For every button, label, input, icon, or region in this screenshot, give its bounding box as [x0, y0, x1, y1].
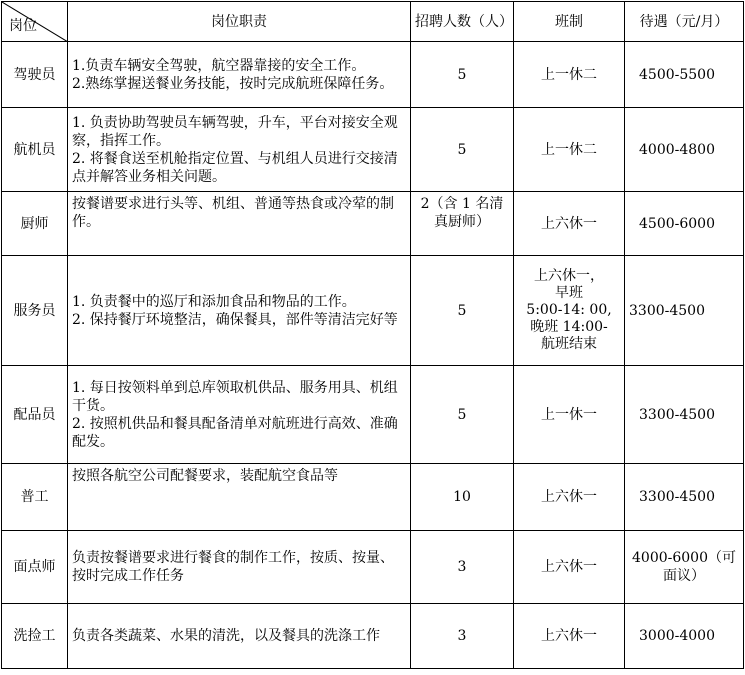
- table-row: [2, 366, 744, 464]
- position-cell: 航机员: [2, 108, 68, 192]
- shift-cell: 上一休一: [514, 366, 625, 464]
- duties-cell: 1.负责车辆安全驾驶，航空器靠接的安全工作。 2.熟练掌握送餐业务技能，按时完成航班保障任务。: [68, 42, 411, 108]
- count-cell: 5: [411, 42, 514, 108]
- pay-cell: 3300-4500: [625, 256, 744, 366]
- recruitment-table: [1, 1, 744, 669]
- count-cell: 3: [411, 531, 514, 604]
- duties-cell: 按照各航空公司配餐要求，装配航空食品等: [68, 464, 411, 531]
- duties-cell: 按餐谱要求进行头等、机组、普通等热食或冷荤的制作。: [68, 192, 411, 256]
- position-cell: 普工: [2, 464, 68, 531]
- duties-cell: 1. 每日按领料单到总库领取机供品、服务用具、机组干货。 2. 按照机供品和餐具配备清单对航班进行高效、准确配发。: [68, 366, 411, 464]
- header-row: [2, 2, 744, 42]
- pay-cell: 4000-4800: [625, 108, 744, 192]
- count-cell: 5: [411, 366, 514, 464]
- shift-cell: 上六休一: [514, 604, 625, 669]
- pay-cell: 4000-6000（可面议）: [625, 531, 744, 604]
- table-row: [2, 256, 744, 366]
- duties-cell: 1. 负责协助驾驶员车辆驾驶，升车，平台对接安全观察，指挥工作。 2. 将餐食送至机舱指定位置、与机组人员进行交接清点并解答业务相关问题。: [68, 108, 411, 192]
- shift-cell: 上六休一: [514, 192, 625, 256]
- table-row: [2, 192, 744, 256]
- position-cell: 面点师: [2, 531, 68, 604]
- pay-cell: 3300-4500: [625, 366, 744, 464]
- position-cell: 配品员: [2, 366, 68, 464]
- header-position: [2, 2, 68, 42]
- header-count: 招聘人数（人）: [411, 2, 514, 42]
- duties-cell: 1. 负责餐中的巡厅和添加食品和物品的工作。 2. 保持餐厅环境整洁，确保餐具，部件等清洁完好等: [68, 256, 411, 366]
- shift-cell: 上六休一: [514, 464, 625, 531]
- count-cell: 5: [411, 256, 514, 366]
- duties-cell: 负责各类蔬菜、水果的清洗，以及餐具的洗涤工作: [68, 604, 411, 669]
- pay-cell: 4500-5500: [625, 42, 744, 108]
- shift-cell: 上六休一: [514, 531, 625, 604]
- count-cell: 2（含 1 名清真厨师）: [411, 192, 514, 256]
- table-row: [2, 531, 744, 604]
- position-cell: 厨师: [2, 192, 68, 256]
- pay-cell: 4500-6000: [625, 192, 744, 256]
- count-cell: 10: [411, 464, 514, 531]
- count-cell: 5: [411, 108, 514, 192]
- position-cell: 驾驶员: [2, 42, 68, 108]
- shift-cell: 上一休二: [514, 108, 625, 192]
- table-row: [2, 464, 744, 531]
- header-duties: 岗位职责: [68, 2, 411, 42]
- table-row: [2, 42, 744, 108]
- header-shift: 班制: [514, 2, 625, 42]
- pay-cell: 3000-4000: [625, 604, 744, 669]
- pay-cell: 3300-4500: [625, 464, 744, 531]
- position-cell: 洗捡工: [2, 604, 68, 669]
- table-row: [2, 604, 744, 669]
- position-cell: 服务员: [2, 256, 68, 366]
- count-cell: 3: [411, 604, 514, 669]
- shift-cell: 上一休二: [514, 42, 625, 108]
- duties-cell: 负责按餐谱要求进行餐食的制作工作，按质、按量、按时完成工作任务: [68, 531, 411, 604]
- header-pay: 待遇（元/月）: [625, 2, 744, 42]
- header-position-label: 岗位: [9, 18, 37, 34]
- shift-cell: 上六休一， 早班 5:00-14: 00, 晚班 14:00- 航班结束: [514, 256, 625, 366]
- table-row: [2, 108, 744, 192]
